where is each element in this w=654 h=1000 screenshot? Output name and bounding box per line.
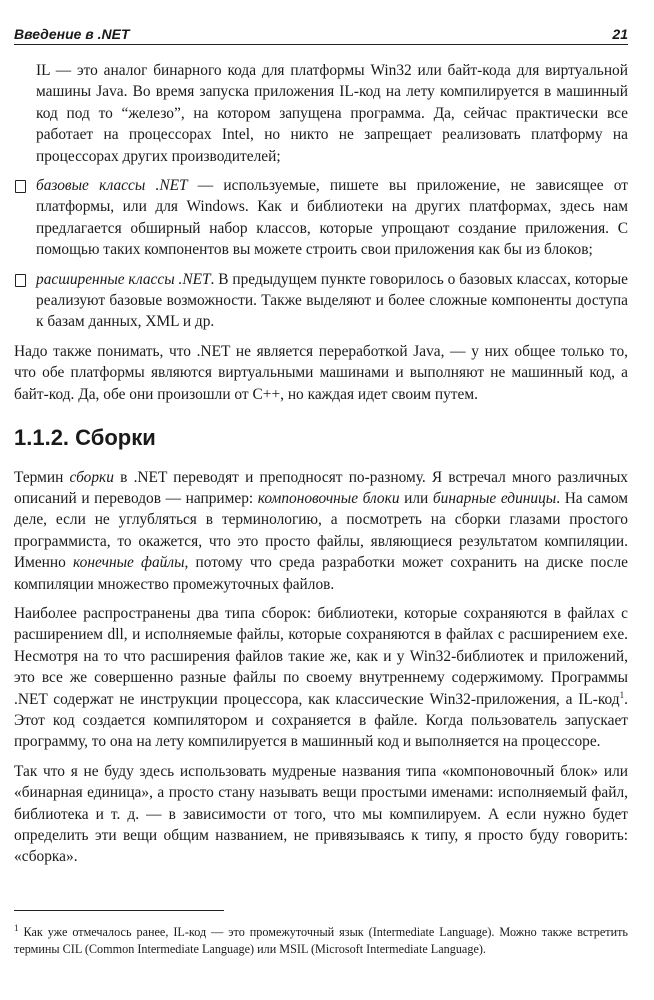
- assemblies-paragraph-2: [14, 603, 628, 753]
- footnote-ref: 1: [619, 689, 625, 700]
- square-bullet-icon: [15, 274, 26, 287]
- text-run: в .NET переводят и преподносят по-разному. Я встречал много различных описаний и переводов — например:: [14, 468, 628, 507]
- italic-term: сборки: [69, 468, 114, 486]
- text-run: . На самом деле, если не углубляться в терминологию, а посмотреть на сборки глазами простого программиста, то окажется, что это просто файлы, являющиеся результатом компиляции. Именно: [14, 489, 628, 572]
- assemblies-paragraph-3: Так что я не буду здесь использовать мудреные названия типа «компоновочный блок» или «бинарная единица», а просто стану называть вещи простыми именами: исполняемый файл, библиотека и т. д. — в зависимости от того, что мы компилируем. А если нужно будет определить эти вещи общим названием, не привязываясь к типу, я просто буду говорить: «сборка».: [14, 762, 628, 866]
- italic-term: бинарные единицы: [432, 489, 557, 507]
- bullet-item-extended-classes: [14, 269, 628, 333]
- footnote-divider: [14, 910, 224, 911]
- footnote-number: 1: [14, 922, 19, 933]
- italic-term: конечные файлы: [73, 554, 185, 572]
- footnote: [14, 924, 628, 958]
- section-heading: 1.1.2. Сборки: [14, 425, 156, 451]
- bullet-item-base-classes: [14, 175, 628, 261]
- bullet-term: базовые классы .NET: [36, 177, 188, 195]
- bullet-text: — используемые, пишете вы приложение, не зависящее от платформы, или для Windows. Как и библиотеки на других платформах, здесь нам предлагается обширный набор классов, которые упрощают создание приложения. С помощью таких компонентов вы можете строить свои приложения как бы из блоков;: [36, 177, 628, 259]
- text-run: , потому что среда разработки может сохранить на диске после компиляции множество промежуточных файлов.: [14, 554, 628, 593]
- bullet-text: . В предыдущем пункте говорилось о базовых классах, которые реализуют базовые возможности. Также выделяют и более сложные компоненты доступа к базам данных, XML и др.: [36, 270, 628, 331]
- bullet-term: расширенные классы .NET: [36, 270, 211, 288]
- footnote-text: Как уже отмечалось ранее, IL-код — это промежуточный язык (Intermediate Language). Можно также встретить термины CIL (Common Intermediate Language) или MSIL (Microsoft Intermediate Language).: [14, 925, 628, 956]
- running-header: [14, 26, 628, 45]
- text-run: . Этот код создается компилятором и сохраняется в файле. Когда пользователь запускает программу, то она на лету компилируется в машинный код и выполняется на процессоре.: [14, 690, 628, 751]
- page-body: [14, 60, 628, 868]
- page-number: 21: [612, 26, 628, 42]
- text-run: Наиболее распространены два типа сборок: библиотеки, которые сохраняются в файлах с расширением dll, и исполняемые файлы, которые сохраняются в файлах с расширением exe. Несмотря на то что расширения файлов такие же, как и у Win32-библиотек и приложений, это все же совершенно разные файлы по своему внутреннему содержимому. Программы .NET содержат не инструкции процессора, как классические Win32-приложения, а IL-код: [14, 604, 628, 708]
- text-run: или: [399, 489, 433, 507]
- assemblies-paragraph-1: [14, 467, 628, 595]
- il-paragraph: IL — это аналог бинарного кода для платформы Win32 или байт-кода для виртуальной машины Java. Во время запуска приложения IL-код на лету компилируется в машинный код под то “железо”, на котором запущена программа. Да, сейчас практически все работает на процессорах Intel, но никто не запрещает реализовать платформу на процессорах других производителей;: [36, 62, 628, 165]
- text-run: Термин: [14, 468, 70, 486]
- java-paragraph: Надо также понимать, что .NET не является переработкой Java, — у них общее только то, что обе платформы являются виртуальными машинами и выполняют не машинный код, а байт-код. Да, обе они произошли от C++, но каждая идет своим путем.: [14, 342, 628, 403]
- section-title: Введение в .NET: [14, 26, 130, 42]
- italic-term: компоновочные блоки: [257, 489, 400, 507]
- square-bullet-icon: [15, 180, 26, 193]
